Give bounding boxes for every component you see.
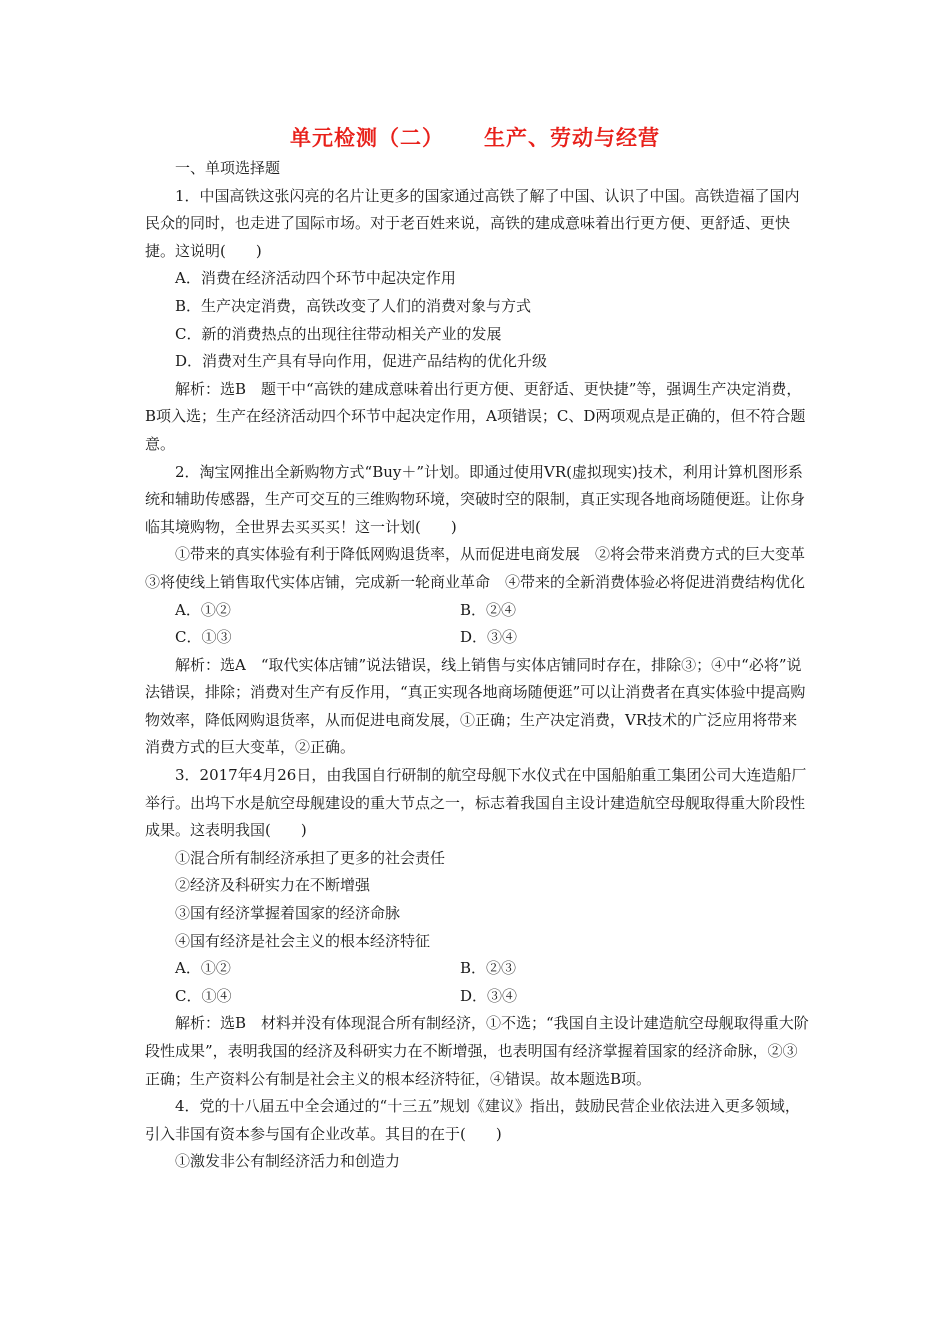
q3-options-row-2 [145, 983, 810, 1011]
q3-statement-4: ④国有经济是社会主义的根本经济特征 [175, 931, 431, 950]
q2-option-d: D．③④ [460, 628, 518, 647]
question-1-stem: 1．中国高铁这张闪亮的名片让更多的国家通过高铁了解了中国、认识了中国。高铁造福了国内民众的同时，也走进了国际市场。对于老百姓来说，高铁的建成意味着出行更方便、更舒适、更快捷。这说明( ) [145, 186, 800, 260]
q2-option-c: C．①③ [175, 628, 232, 647]
q3-analysis: 解析：选B 材料并没有体现混合所有制经济，①不选；“我国自主设计建造航空母舰取得重大阶段性成果”，表明我国的经济及科研实力在不断增强，也表明国有经济掌握着国家的经济命脉，②③正确；生产资料公有制是社会主义的根本经济特征，④错误。故本题选B项。 [145, 1014, 809, 1088]
question-4-stem: 4．党的十八届五中全会通过的“十三五”规划《建议》指出，鼓励民营企业依法进入更多领域，引入非国有资本参与国有企业改革。其目的在于( ) [145, 1097, 800, 1143]
section-heading: 一、单项选择题 [175, 159, 281, 177]
document-body [145, 155, 821, 1176]
question-2-stem: 2．淘宝网推出全新购物方式“Buy＋”计划。即通过使用VR(虚拟现实)技术，利用计算机图形系统和辅助传感器，生产可交互的三维购物环境，突破时空的限制，真正实现各地商场随便逛。让你身临其境购物，全世界去买买买！这一计划( ) [145, 462, 806, 536]
q2-options-row-2 [145, 624, 810, 652]
q3-option-d: D．③④ [460, 986, 518, 1005]
title-left: 单元检测（二） [290, 126, 444, 150]
q3-option-a: A．①② [175, 959, 231, 978]
q2-option-a: A．①② [175, 600, 231, 619]
q3-statement-3: ③国有经济掌握着国家的经济命脉 [175, 904, 401, 923]
q2-analysis: 解析：选A “取代实体店铺”说法错误，线上销售与实体店铺同时存在，排除③；④中“必将”说法错误，排除；消费对生产有反作用，“真正实现各地商场随便逛”可以让消费者在真实体验中提高购物效率，降低网购退货率，从而促进电商发展，①正确；生产决定消费，VR技术的广泛应用将带来消费方式的巨大变革，②正确。 [145, 655, 806, 757]
q3-option-b: B．②③ [460, 959, 517, 978]
page-title [0, 122, 950, 152]
q1-option-d: D．消费对生产具有导向作用，促进产品结构的优化升级 [175, 352, 548, 371]
q1-option-a: A．消费在经济活动四个环节中起决定作用 [175, 269, 456, 288]
q3-option-c: C．①④ [175, 986, 232, 1005]
q1-option-c: C．新的消费热点的出现往往带动相关产业的发展 [175, 324, 502, 343]
q3-statement-2: ②经济及科研实力在不断增强 [175, 876, 371, 895]
q2-option-b: B．②④ [460, 600, 517, 619]
q2-options-row-1 [145, 597, 810, 625]
q3-options-row-1 [145, 955, 810, 983]
title-right: 生产、劳动与经营 [484, 126, 660, 150]
q4-statement-1: ①激发非公有制经济活力和创造力 [175, 1152, 401, 1171]
q2-statements: ①带来的真实体验有利于降低网购退货率，从而促进电商发展 ②将会带来消费方式的巨大变革 ③将使线上销售取代实体店铺，完成新一轮商业革命 ④带来的全新消费体验必将促进消费结构优化 [145, 545, 821, 591]
q1-analysis: 解析：选B 题干中“高铁的建成意味着出行更方便、更舒适、更快捷”等，强调生产决定消费，B项入选；生产在经济活动四个环节中起决定作用，A项错误；C、D两项观点是正确的，但不符合题意。 [145, 379, 806, 453]
q1-option-b: B．生产决定消费，高铁改变了人们的消费对象与方式 [175, 296, 532, 315]
q3-statement-1: ①混合所有制经济承担了更多的社会责任 [175, 848, 446, 867]
question-3-stem: 3．2017年4月26日，由我国自行研制的航空母舰下水仪式在中国船舶重工集团公司大连造船厂举行。出坞下水是航空母舰建设的重大节点之一，标志着我国自主设计建造航空母舰取得重大阶段性成果。这表明我国( ) [145, 766, 807, 840]
